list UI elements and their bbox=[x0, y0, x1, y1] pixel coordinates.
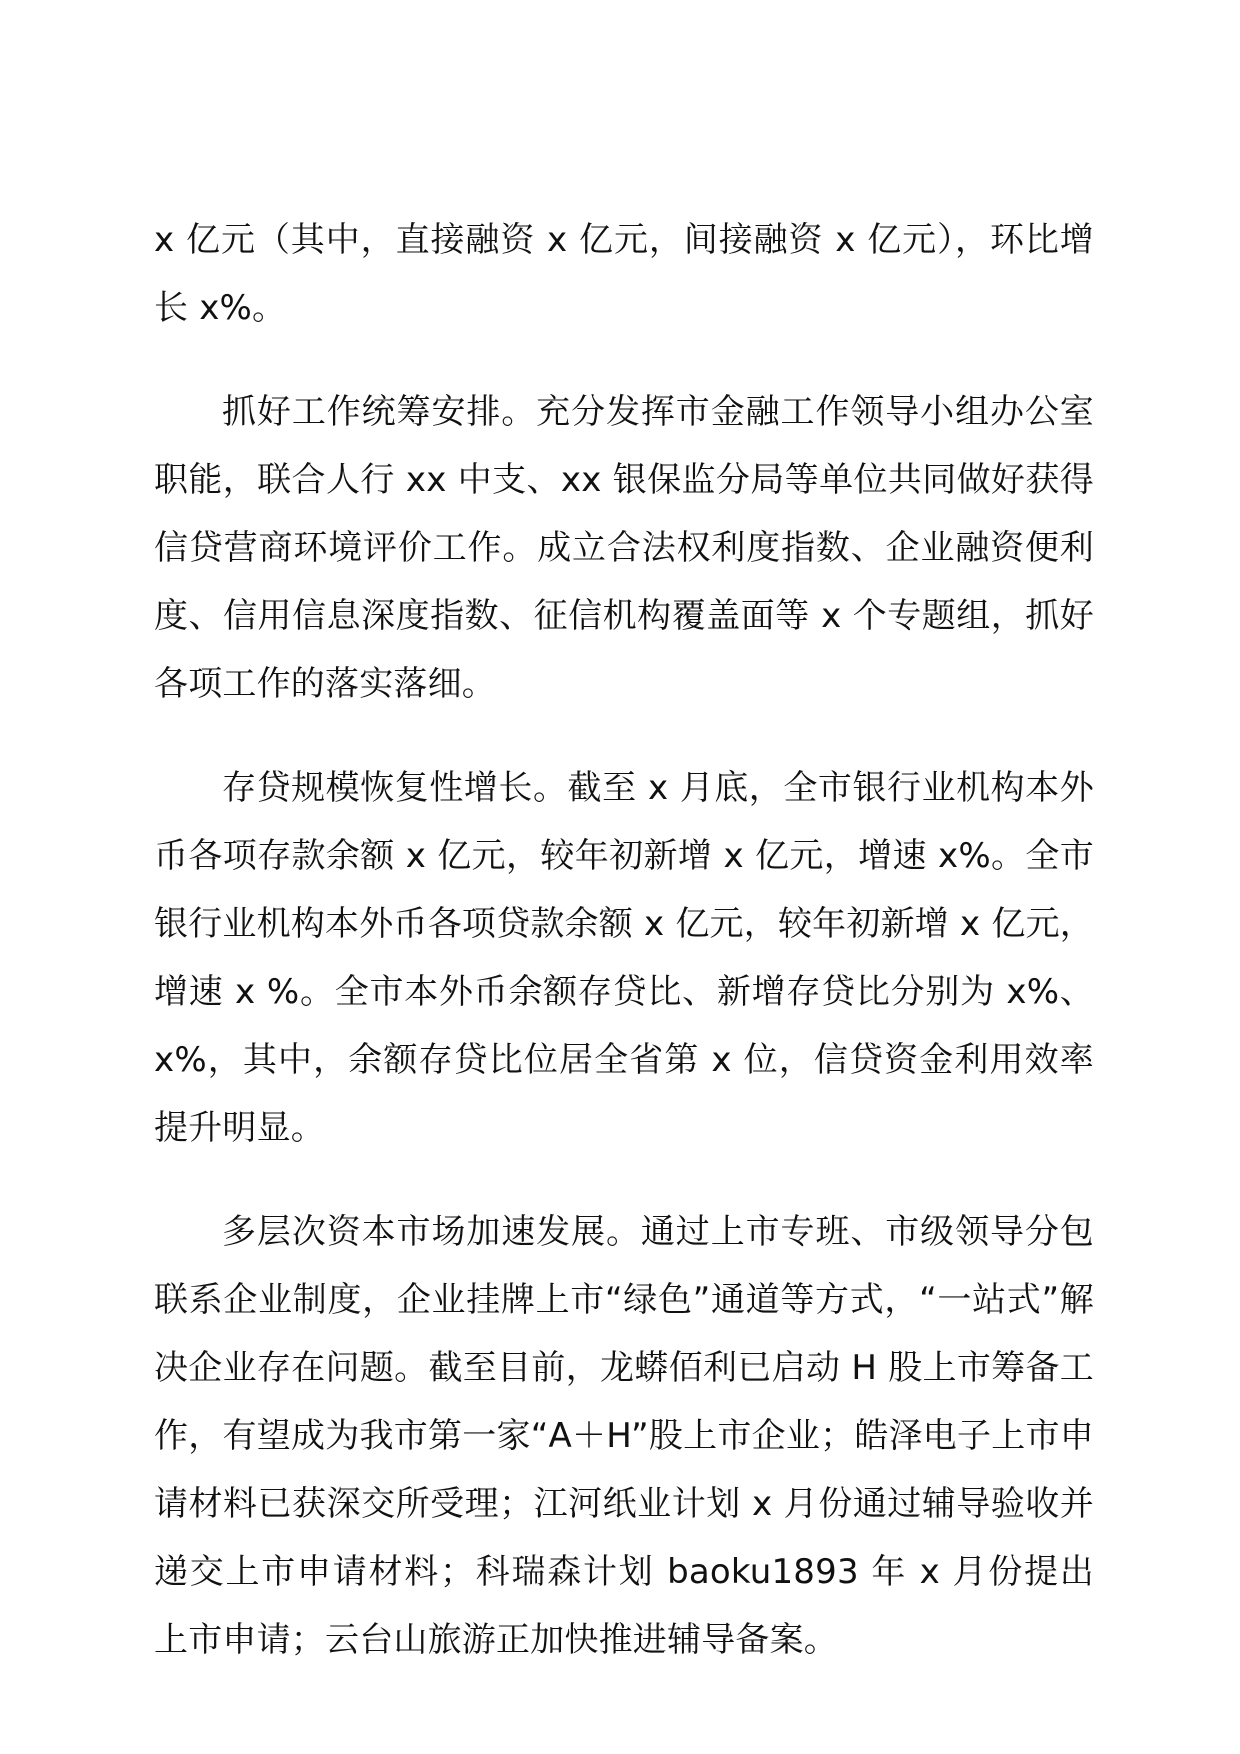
paragraph-capital-market: 多层次资本市场加速发展。通过上市专班、市级领导分包联系企业制度，企业挂牌上市“绿色”通道等方式，“一站式”解决企业存在问题。截至目前，龙蟒佰利已启动 H 股上市筹备工作，有望成为我市第一家“A＋H”股上市企业；皓泽电子上市申请材料已获深交所受理；江河纸业计划 x 月份通过辅导验收并递交上市申请材料；科瑞森计划 baoku1893 年 x 月份提出上市申请；云台山旅游正加快推进辅导备案。 bbox=[154, 1212, 1094, 1660]
paragraph-work-coordination: 抓好工作统筹安排。充分发挥市金融工作领导小组办公室职能，联合人行 xx 中支、xx 银保监分局等单位共同做好获得信贷营商环境评价工作。成立合法权利度指数、企业融资便利度、信用信息深度指数、征信机构覆盖面等 x 个专题组，抓好各项工作的落实落细。 bbox=[154, 392, 1094, 704]
paragraph-deposit-loan-growth: 存贷规模恢复性增长。截至 x 月底，全市银行业机构本外币各项存款余额 x 亿元，较年初新增 x 亿元，增速 x%。全市银行业机构本外币各项贷款余额 x 亿元，较年初新增 x 亿元，增速 x %。全市本外币余额存贷比、新增存贷比分别为 x%、x%，其中，余额存贷比位居全省第 x 位，信贷资金利用效率提升明显。 bbox=[154, 768, 1094, 1148]
paragraph-financing-continuation: x 亿元（其中，直接融资 x 亿元，间接融资 x 亿元），环比增长 x%。 bbox=[154, 220, 1094, 328]
document-body bbox=[154, 206, 1094, 1710]
